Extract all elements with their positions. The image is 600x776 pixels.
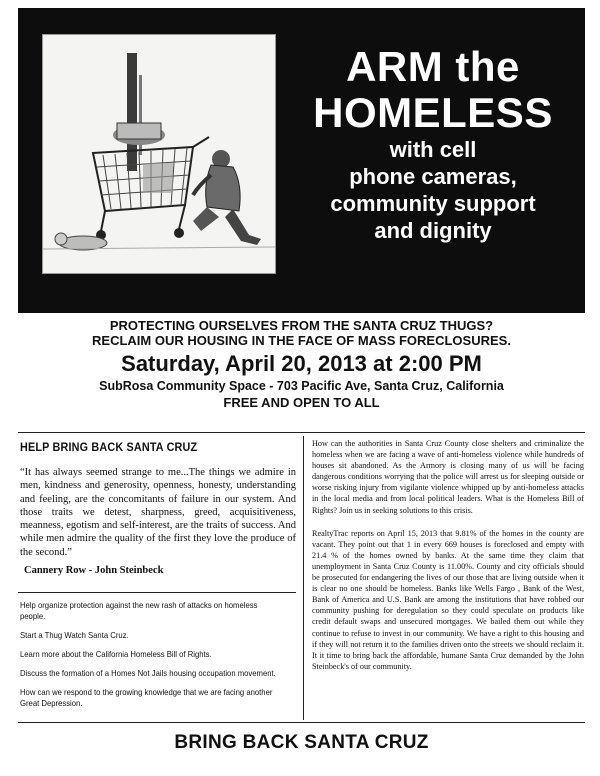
shopping-cart-sketch-image	[43, 35, 275, 273]
event-tagline-1: PROTECTING OURSELVES FROM THE SANTA CRUZ THUGS?	[109, 318, 494, 333]
list-item: How can we respond to the growing knowledge that we are facing another Great Depression.	[20, 688, 273, 708]
list-item: Learn more about the California Homeless Bill of Rights.	[20, 650, 212, 659]
subheadline-line-2: phone cameras,	[349, 164, 517, 189]
subheadline-line-1: with cell	[389, 137, 477, 162]
list-item: Start a Thug Watch Santa Cruz.	[20, 631, 129, 640]
homeless-illustration	[42, 34, 276, 274]
headline-line-1: ARM the	[346, 43, 520, 90]
footer-slogan: BRING BACK SANTA CRUZ	[174, 732, 429, 753]
section-divider-top	[18, 432, 585, 433]
column-divider	[303, 436, 304, 720]
subheadline-line-3: community support	[330, 191, 536, 216]
event-tagline-2: RECLAIM OUR HOUSING IN THE FACE OF MASS FORECLOSURES.	[92, 333, 511, 348]
event-details	[18, 318, 585, 411]
steinbeck-quote: “It has always seemed strange to me...The things we admire in men, kindness and generosity, openness, honesty, understanding and feeling, are the concomitants of failure in our system. And those traits we detest, sharpness, greed, acquisitiveness, meanness, egotism and self-interest, are the traits of success. And while men admire the quality of the first they love the produce of the second.”	[20, 467, 296, 558]
event-admission: FREE AND OPEN TO ALL	[223, 395, 380, 410]
paragraph-realtytrac: RealtyTrac reports on April 15, 2013 that 9.81% of the homes in the county are vacant. They point out that 1 in every 669 houses is foreclosed and empty with 21.4 % of the homes owned by banks. At the same time they claim that unemployment in Santa Cruz County is 11.00%. County and city officials should be prosecuted for endangering the lives of our those that are living outside when it is clear no one should be homeless. Banks like Wells Fargo , Bank of the West, Bank of America and U.S. Bank are among the institutions that have robbed our community pushing for deregulation so they could speculate on products like credit default swaps and unsecured mortgages. We bailed them out while they continue to refuse to invest in our community. We have a right to this housing and if they will not return it to the families driven onto the streets we should reclaim it. It it time to bring back the affordable, humane Santa Cruz demanded by the John Steinbeck's of our community.	[312, 528, 584, 671]
left-divider	[18, 592, 296, 593]
list-item: Help organize protection against the new rash of attacks on homeless people.	[20, 601, 258, 621]
paragraph-shelters: How can the authorities in Santa Cruz County close shelters and criminalize the homeless when we are facing a wave of anti-homeless violence while hundreds of houses sit abandoned. As the Armory is closing many of us will be facing dangerous conditions worrying that the police will arrest us for sleeping outside or worse risking injury from vigilante violence whipped up by anti-homeless attacks in the local media and from local political leaders. What is the Homeless Bill of Rights? Join us in seeking solutions to this crisis.	[312, 439, 584, 515]
event-location: SubRosa Community Space - 703 Pacific Ave, Santa Cruz, California	[99, 379, 504, 393]
left-heading: HELP BRING BACK SANTA CRUZ	[20, 440, 198, 454]
right-column	[312, 438, 584, 684]
header-banner	[18, 8, 585, 313]
quote-attribution: Cannery Row - John Steinbeck	[24, 565, 164, 577]
subheadline-line-4: and dignity	[374, 218, 492, 243]
left-column	[18, 440, 296, 576]
headline-block	[288, 44, 578, 244]
section-divider-bottom	[18, 722, 585, 723]
event-date: Saturday, April 20, 2013 at 2:00 PM	[121, 351, 482, 376]
list-item: Discuss the formation of a Homes Not Jails housing occupation movement.	[20, 669, 276, 678]
headline-line-2: HOMELESS	[313, 89, 553, 136]
action-list	[18, 600, 296, 717]
